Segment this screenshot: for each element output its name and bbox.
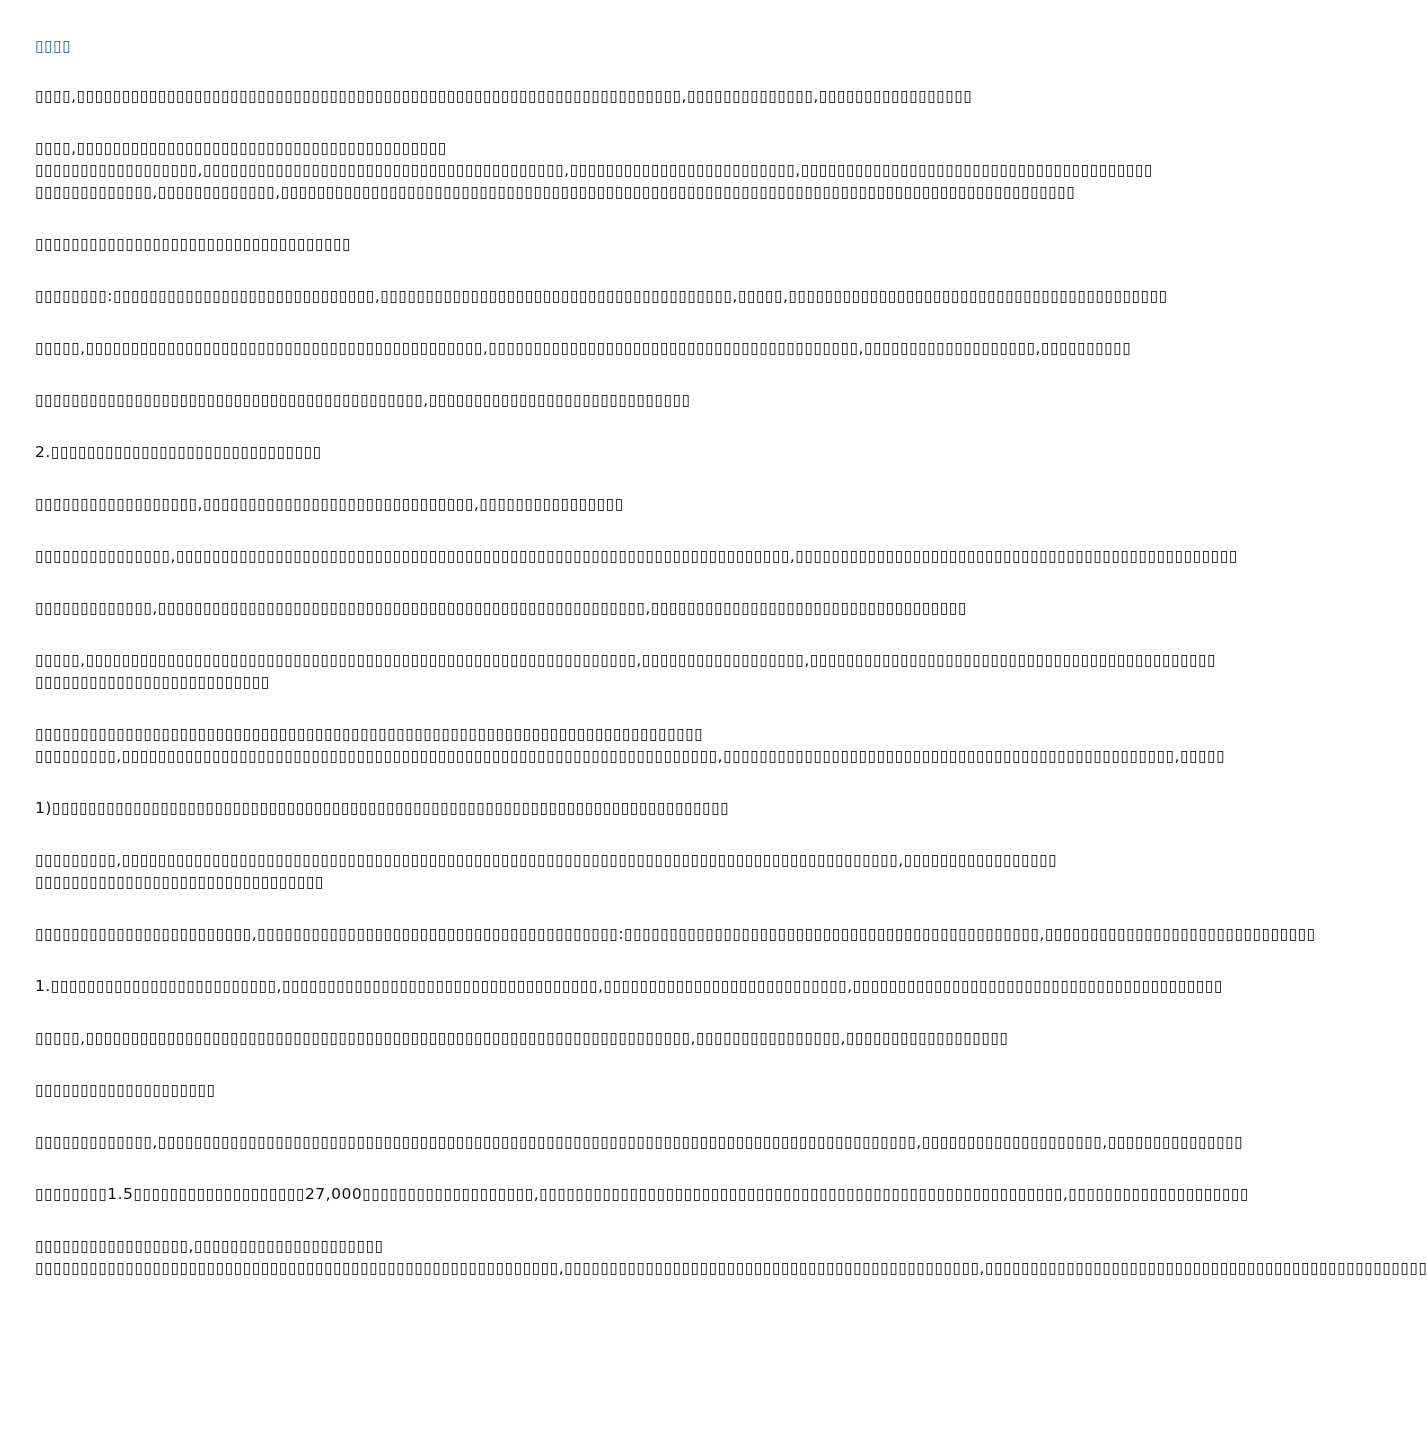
paragraph-line: ▯▯▯▯▯▯▯▯▯▯▯▯▯▯▯▯▯▯▯▯▯▯▯▯▯▯▯▯▯▯▯▯▯▯▯▯▯▯▯▯▯▯▯▯▯▯▯▯▯▯▯▯▯▯▯▯▯▯▯▯▯▯▯▯▯▯▯▯▯▯▯▯▯▯ (35, 725, 704, 743)
paragraph (35, 597, 989, 619)
paragraph (35, 1183, 1249, 1205)
paragraph-line: ▯▯▯▯▯,▯▯▯▯▯▯▯▯▯▯▯▯▯▯▯▯▯▯▯▯▯▯▯▯▯▯▯▯▯▯▯▯▯▯▯▯▯▯▯▯▯▯▯▯,▯▯▯▯▯▯▯▯▯▯▯▯▯▯▯▯▯▯▯▯▯▯▯▯▯▯▯▯▯▯▯▯▯▯▯▯▯▯▯▯▯,▯▯▯▯▯▯▯▯▯▯▯▯▯▯▯▯▯▯▯,▯▯▯▯▯▯▯▯▯▯ (35, 339, 1132, 357)
paragraph-line: ▯▯▯▯▯▯▯▯▯▯▯▯▯▯▯▯▯▯▯▯▯▯▯▯▯▯▯▯▯▯▯▯▯▯▯▯▯▯▯▯▯▯▯▯▯▯▯▯▯▯▯▯▯▯▯▯▯▯,▯▯▯▯▯▯▯▯▯▯▯▯▯▯▯▯▯▯▯▯▯▯▯▯▯▯▯▯▯▯▯▯▯▯▯▯▯▯▯▯▯▯▯▯▯▯,▯▯▯▯▯▯▯▯▯▯▯▯▯▯▯▯▯▯▯▯▯▯▯▯▯▯▯▯▯▯▯▯▯▯▯▯▯▯▯▯▯▯▯▯▯▯▯▯▯ (35, 1259, 1427, 1277)
paragraph (35, 797, 989, 819)
paragraph (35, 1235, 1427, 1279)
paragraph (35, 649, 1217, 693)
paragraph (35, 137, 1153, 203)
paragraph-line: ▯▯▯▯,▯▯▯▯▯▯▯▯▯▯▯▯▯▯▯▯▯▯▯▯▯▯▯▯▯▯▯▯▯▯▯▯▯▯▯▯▯▯▯▯▯ (35, 139, 447, 157)
paragraph (35, 923, 1316, 945)
document-body (35, 36, 1427, 1309)
paragraph-list (35, 85, 1427, 1279)
paragraph-line: ▯▯▯▯▯▯▯▯▯,▯▯▯▯▯▯▯▯▯▯▯▯▯▯▯▯▯▯▯▯▯▯▯▯▯▯▯▯▯▯▯▯▯▯▯▯▯▯▯▯▯▯▯▯▯▯▯▯▯▯▯▯▯▯▯▯▯▯▯▯▯▯▯▯▯▯,▯▯▯▯▯▯▯▯▯▯▯▯▯▯▯▯▯▯▯▯▯▯▯▯▯▯▯▯▯▯▯▯▯▯▯▯▯▯▯▯▯▯▯▯▯▯▯▯▯▯,▯▯▯▯▯ (35, 747, 1226, 765)
paragraph-line: ▯▯▯▯▯▯▯▯▯▯▯▯▯▯▯▯▯▯▯▯▯▯▯▯▯▯▯▯▯▯▯▯ (35, 873, 324, 891)
paragraph (35, 337, 1132, 359)
paragraph (35, 1131, 1244, 1153)
paragraph (35, 233, 989, 255)
paragraph-line: 2.▯▯▯▯▯▯▯▯▯▯▯▯▯▯▯▯▯▯▯▯▯▯▯▯▯▯▯▯▯▯ (35, 443, 322, 461)
paragraph (35, 285, 1168, 307)
paragraph (35, 389, 989, 411)
paragraph-line: 1)▯▯▯▯▯▯▯▯▯▯▯▯▯▯▯▯▯▯▯▯▯▯▯▯▯▯▯▯▯▯▯▯▯▯▯▯▯▯▯▯▯▯▯▯▯▯▯▯▯▯▯▯▯▯▯▯▯▯▯▯▯▯▯▯▯▯▯▯▯▯▯▯▯▯▯ (35, 799, 730, 817)
paragraph-line: ▯▯▯▯▯▯▯▯▯,▯▯▯▯▯▯▯▯▯▯▯▯▯▯▯▯▯▯▯▯▯▯▯▯▯▯▯▯▯▯▯▯▯▯▯▯▯▯▯▯▯▯▯▯▯▯▯▯▯▯▯▯▯▯▯▯▯▯▯▯▯▯▯▯▯▯▯▯▯▯▯▯▯▯▯▯▯▯▯▯▯▯▯▯▯▯,▯▯▯▯▯▯▯▯▯▯▯▯▯▯▯▯▯ (35, 851, 1058, 869)
paragraph (35, 441, 989, 463)
paragraph-line: ▯▯▯▯▯▯▯▯▯▯▯▯▯▯▯▯▯▯▯▯ (35, 1081, 216, 1099)
paragraph-line: ▯▯▯▯▯▯▯▯▯▯▯▯▯▯▯▯▯▯▯▯▯▯▯▯▯▯▯▯▯▯▯▯▯▯▯▯▯▯▯▯▯▯▯,▯▯▯▯▯▯▯▯▯▯▯▯▯▯▯▯▯▯▯▯▯▯▯▯▯▯▯▯▯ (35, 391, 691, 409)
paragraph-line: ▯▯▯▯▯▯▯▯▯▯▯▯▯,▯▯▯▯▯▯▯▯▯▯▯▯▯▯▯▯▯▯▯▯▯▯▯▯▯▯▯▯▯▯▯▯▯▯▯▯▯▯▯▯▯▯▯▯▯▯▯▯▯▯▯▯▯▯▯▯▯▯▯▯▯▯▯▯▯▯▯▯▯▯▯▯▯▯▯▯▯▯▯▯▯▯▯▯,▯▯▯▯▯▯▯▯▯▯▯▯▯▯▯▯▯▯▯▯,▯▯▯▯▯▯▯▯▯▯▯▯▯▯▯ (35, 1133, 1244, 1151)
paragraph-line: ▯▯▯▯▯▯▯▯1.5▯▯▯▯▯▯▯▯▯▯▯▯▯▯▯▯▯▯▯27,000▯▯▯▯▯▯▯▯▯▯▯▯▯▯▯▯▯▯▯,▯▯▯▯▯▯▯▯▯▯▯▯▯▯▯▯▯▯▯▯▯▯▯▯▯▯▯▯▯▯▯▯▯▯▯▯▯▯▯▯▯▯▯▯▯▯▯▯▯▯▯▯▯▯▯▯▯▯,▯▯▯▯▯▯▯▯▯▯▯▯▯▯▯▯▯▯▯▯ (35, 1185, 1249, 1203)
paragraph-line: ▯▯▯▯▯,▯▯▯▯▯▯▯▯▯▯▯▯▯▯▯▯▯▯▯▯▯▯▯▯▯▯▯▯▯▯▯▯▯▯▯▯▯▯▯▯▯▯▯▯▯▯▯▯▯▯▯▯▯▯▯▯▯▯▯▯▯,▯▯▯▯▯▯▯▯▯▯▯▯▯▯▯▯▯▯,▯▯▯▯▯▯▯▯▯▯▯▯▯▯▯▯▯▯▯▯▯▯▯▯▯▯▯▯▯▯▯▯▯▯▯▯▯▯▯▯▯▯▯▯▯ (35, 651, 1217, 669)
paragraph-line: ▯▯▯▯▯▯▯▯▯▯▯▯▯▯▯,▯▯▯▯▯▯▯▯▯▯▯▯▯▯▯▯▯▯▯▯▯▯▯▯▯▯▯▯▯▯▯▯▯▯▯▯▯▯▯▯▯▯▯▯▯▯▯▯▯▯▯▯▯▯▯▯▯▯▯▯▯▯▯▯▯▯▯▯,▯▯▯▯▯▯▯▯▯▯▯▯▯▯▯▯▯▯▯▯▯▯▯▯▯▯▯▯▯▯▯▯▯▯▯▯▯▯▯▯▯▯▯▯▯▯▯▯▯ (35, 547, 1238, 565)
paragraph-line: ▯▯▯▯▯▯▯▯▯▯▯▯▯▯▯▯▯,▯▯▯▯▯▯▯▯▯▯▯▯▯▯▯▯▯▯▯▯▯ (35, 1237, 384, 1255)
paragraph-line: ▯▯▯▯▯,▯▯▯▯▯▯▯▯▯▯▯▯▯▯▯▯▯▯▯▯▯▯▯▯▯▯▯▯▯▯▯▯▯▯▯▯▯▯▯▯▯▯▯▯▯▯▯▯▯▯▯▯▯▯▯▯▯▯▯▯▯▯▯▯▯▯▯,▯▯▯▯▯▯▯▯▯▯▯▯▯▯▯▯,▯▯▯▯▯▯▯▯▯▯▯▯▯▯▯▯▯▯ (35, 1029, 1009, 1047)
paragraph (35, 1079, 989, 1101)
paragraph-line: ▯▯▯▯▯▯▯▯▯▯▯▯▯▯▯▯▯▯▯▯▯▯▯▯▯▯ (35, 673, 270, 691)
paragraph (35, 85, 989, 107)
paragraph (35, 545, 1238, 567)
paragraph-line: ▯▯▯▯▯▯▯▯:▯▯▯▯▯▯▯▯▯▯▯▯▯▯▯▯▯▯▯▯▯▯▯▯▯▯▯▯▯,▯▯▯▯▯▯▯▯▯▯▯▯▯▯▯▯▯▯▯▯▯▯▯▯▯▯▯▯▯▯▯▯▯▯▯▯▯▯▯,▯▯▯▯▯,▯▯▯▯▯▯▯▯▯▯▯▯▯▯▯▯▯▯▯▯▯▯▯▯▯▯▯▯▯▯▯▯▯▯▯▯▯▯▯▯▯▯ (35, 287, 1168, 305)
paragraph-line: ▯▯▯▯,▯▯▯▯▯▯▯▯▯▯▯▯▯▯▯▯▯▯▯▯▯▯▯▯▯▯▯▯▯▯▯▯▯▯▯▯▯▯▯▯▯▯▯▯▯▯▯▯▯▯▯▯▯▯▯▯▯▯▯▯▯▯▯▯▯▯▯,▯▯▯▯▯▯▯▯▯▯▯▯▯▯,▯▯▯▯▯▯▯▯▯▯▯▯▯▯▯▯▯ (35, 87, 973, 105)
paragraph-line: ▯▯▯▯▯▯▯▯▯▯▯▯▯▯▯▯▯▯,▯▯▯▯▯▯▯▯▯▯▯▯▯▯▯▯▯▯▯▯▯▯▯▯▯▯▯▯▯▯▯▯▯▯▯▯▯▯▯▯,▯▯▯▯▯▯▯▯▯▯▯▯▯▯▯▯▯▯▯▯▯▯▯▯▯,▯▯▯▯▯▯▯▯▯▯▯▯▯▯▯▯▯▯▯▯▯▯▯▯▯▯▯▯▯▯▯▯▯▯▯▯▯▯▯ (35, 161, 1153, 179)
paragraph-line: ▯▯▯▯▯▯▯▯▯▯▯▯▯▯▯▯▯▯▯▯▯▯▯▯▯▯▯▯▯▯▯▯▯▯▯ (35, 235, 352, 253)
paragraph-line: ▯▯▯▯▯▯▯▯▯▯▯▯▯,▯▯▯▯▯▯▯▯▯▯▯▯▯▯▯▯▯▯▯▯▯▯▯▯▯▯▯▯▯▯▯▯▯▯▯▯▯▯▯▯▯▯▯▯▯▯▯▯▯▯▯▯▯▯,▯▯▯▯▯▯▯▯▯▯▯▯▯▯▯▯▯▯▯▯▯▯▯▯▯▯▯▯▯▯▯▯▯▯▯ (35, 599, 967, 617)
header-link[interactable]: ▯▯▯▯ (35, 37, 72, 55)
paragraph (35, 1027, 1009, 1049)
paragraph-line: ▯▯▯▯▯▯▯▯▯▯▯▯▯,▯▯▯▯▯▯▯▯▯▯▯▯▯,▯▯▯▯▯▯▯▯▯▯▯▯▯▯▯▯▯▯▯▯▯▯▯▯▯▯▯▯▯▯▯▯▯▯▯▯▯▯▯▯▯▯▯▯▯▯▯▯▯▯▯▯▯▯▯▯▯▯▯▯▯▯▯▯▯▯▯▯▯▯▯▯▯▯▯▯▯▯▯▯▯▯▯▯▯▯▯▯ (35, 183, 1076, 201)
paragraph-line: ▯▯▯▯▯▯▯▯▯▯▯▯▯▯▯▯▯▯,▯▯▯▯▯▯▯▯▯▯▯▯▯▯▯▯▯▯▯▯▯▯▯▯▯▯▯▯▯▯,▯▯▯▯▯▯▯▯▯▯▯▯▯▯▯▯ (35, 495, 624, 513)
paragraph (35, 723, 1226, 767)
paragraph-line: 1.▯▯▯▯▯▯▯▯▯▯▯▯▯▯▯▯▯▯▯▯▯▯▯▯▯,▯▯▯▯▯▯▯▯▯▯▯▯▯▯▯▯▯▯▯▯▯▯▯▯▯▯▯▯▯▯▯▯▯▯▯,▯▯▯▯▯▯▯▯▯▯▯▯▯▯▯▯▯▯▯▯▯▯▯▯▯▯▯,▯▯▯▯▯▯▯▯▯▯▯▯▯▯▯▯▯▯▯▯▯▯▯▯▯▯▯▯▯▯▯▯▯▯▯▯▯▯▯▯▯ (35, 977, 1223, 995)
paragraph (35, 849, 1058, 893)
paragraph (35, 493, 989, 515)
paragraph (35, 975, 1223, 997)
paragraph-line: ▯▯▯▯▯▯▯▯▯▯▯▯▯▯▯▯▯▯▯▯▯▯▯▯,▯▯▯▯▯▯▯▯▯▯▯▯▯▯▯▯▯▯▯▯▯▯▯▯▯▯▯▯▯▯▯▯▯▯▯▯▯▯▯▯:▯▯▯▯▯▯▯▯▯▯▯▯▯▯▯▯▯▯▯▯▯▯▯▯▯▯▯▯▯▯▯▯▯▯▯▯▯▯▯▯▯▯▯▯▯▯,▯▯▯▯▯▯▯▯▯▯▯▯▯▯▯▯▯▯▯▯▯▯▯▯▯▯▯▯▯▯ (35, 925, 1316, 943)
